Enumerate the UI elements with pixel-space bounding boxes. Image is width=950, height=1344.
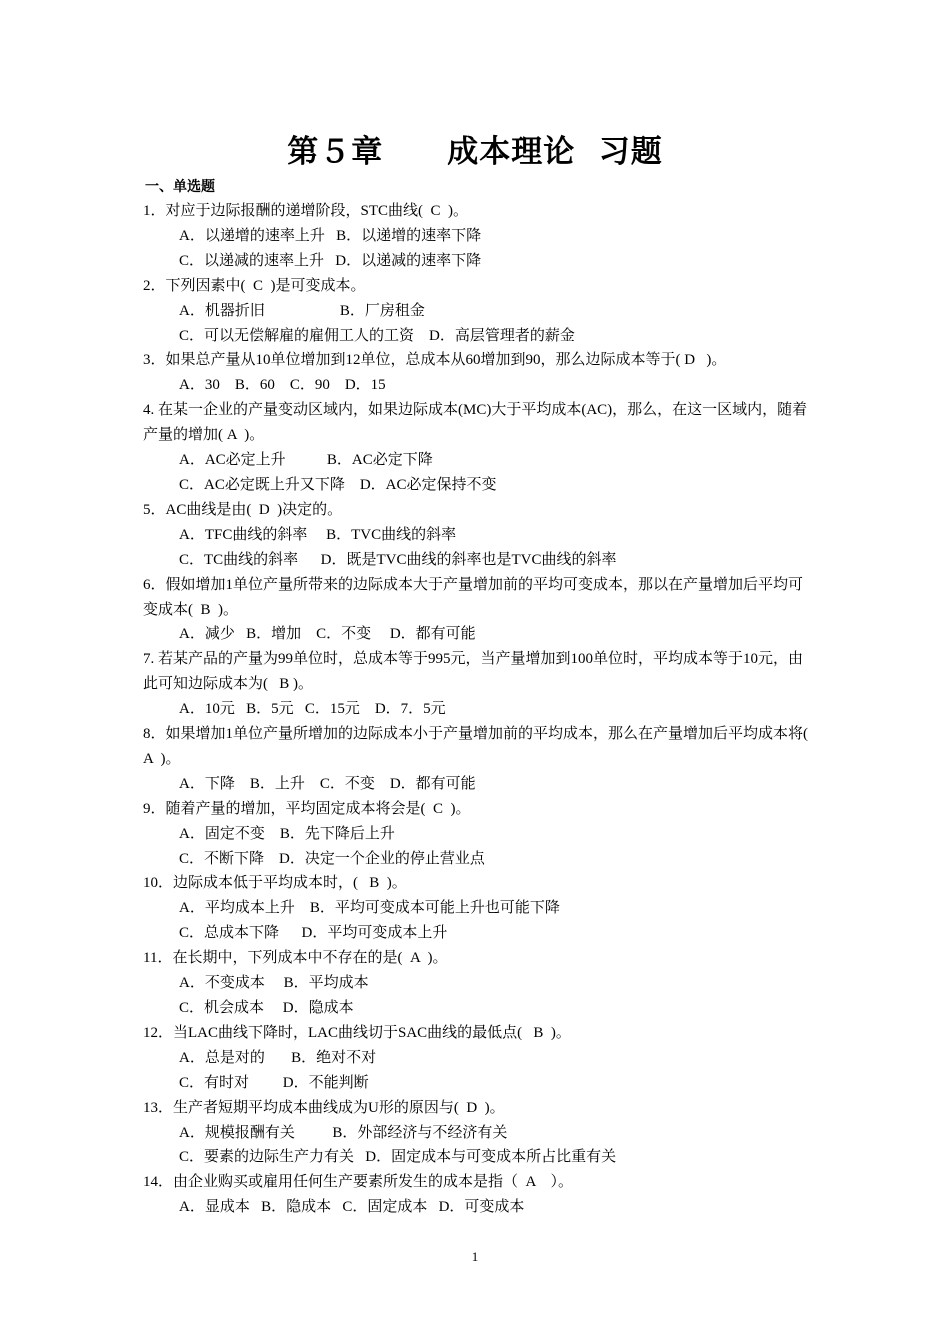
answer-options-line: A．30 B．60 C．90 D．15 <box>179 377 386 394</box>
question-stem: 13．生产者短期平均成本曲线成为U形的原因与( D )。 <box>143 1099 505 1116</box>
question-item <box>143 797 813 872</box>
answer-options-line: A．总是对的 B．绝对不对 <box>179 1049 377 1066</box>
answer-options-line: A．减少 B．增加 C．不变 D．都有可能 <box>179 626 476 643</box>
question-item <box>143 1170 813 1220</box>
question-item <box>143 398 813 498</box>
answer-options-line: A．以递增的速率上升 B．以递增的速率下降 <box>179 227 482 244</box>
question-item <box>143 498 813 573</box>
answer-options-line: C．总成本下降 D．平均可变成本上升 <box>179 925 448 942</box>
answer-options-line: C．AC必定既上升又下降 D．AC必定保持不变 <box>179 476 497 493</box>
question-stem: 2．下列因素中( C )是可变成本。 <box>143 277 366 294</box>
question-stem: 14．由企业购买或雇用任何生产要素所发生的成本是指（ A ）。 <box>143 1174 574 1191</box>
question-stem: 6．假如增加1单位产量所带来的边际成本大于产量增加前的平均可变成本，那以在产量增加后平均可变成本( B )。 <box>143 576 804 618</box>
question-stem: 11．在长期中，下列成本中不存在的是( A )。 <box>143 950 448 967</box>
answer-options-line: A．机器折旧 B．厂房租金 <box>179 302 425 319</box>
answer-options-line: A．下降 B．上升 C．不变 D．都有可能 <box>179 775 476 792</box>
question-stem: 8．如果增加1单位产量所增加的边际成本小于产量增加前的平均成本，那么在产量增加后平均成本将( A )。 <box>143 726 816 767</box>
question-item <box>143 1021 813 1096</box>
question-item <box>143 274 813 349</box>
answer-options-line: A．AC必定上升 B．AC必定下降 <box>179 452 433 469</box>
answer-options-line: C．以递减的速率上升 D．以递减的速率下降 <box>179 252 482 269</box>
question-stem: 4. 在某一企业的产量变动区域内，如果边际成本(MC)大于平均成本(AC)，那么，在这一区域内，随着产量的增加( A )。 <box>143 402 808 444</box>
question-item <box>143 946 813 1021</box>
question-item <box>143 573 813 648</box>
question-stem: 5．AC曲线是由( D )决定的。 <box>143 501 343 518</box>
answer-options-line: C．有时对 D．不能判断 <box>179 1074 369 1091</box>
section-heading: 一、单选题 <box>145 179 215 195</box>
question-stem: 7. 若某产品的产量为99单位时，总成本等于995元，当产量增加到100单位时，平均成本等于10元，由此可知边际成本为( B )。 <box>143 651 804 693</box>
question-item <box>143 722 816 797</box>
question-item <box>143 199 813 274</box>
answer-options-line: A．TFC曲线的斜率 B．TVC曲线的斜率 <box>179 526 457 543</box>
answer-options-line: A．不变成本 B．平均成本 <box>179 975 369 992</box>
question-stem: 3．如果总产量从10单位增加到12单位，总成本从60增加到90，那么边际成本等于( D )。 <box>143 352 727 369</box>
question-stem: 1．对应于边际报酬的递增阶段，STC曲线( C )。 <box>143 203 469 219</box>
answer-options-line: A．规模报酬有关 B．外部经济与不经济有关 <box>179 1124 508 1141</box>
answer-options-line: A．显成本 B．隐成本 C．固定成本 D．可变成本 <box>179 1199 525 1216</box>
answer-options-line: A．10元 B．5元 C．15元 D．7．5元 <box>179 701 446 718</box>
question-stem: 9．随着产量的增加，平均固定成本将会是( C )。 <box>143 800 471 817</box>
answer-options-line: C．不断下降 D．决定一个企业的停止营业点 <box>179 850 485 867</box>
document-title: 第５章 成本理论 习题 <box>287 134 663 170</box>
answer-options-line: C．要素的边际生产力有关 D．固定成本与可变成本所占比重有关 <box>179 1149 617 1166</box>
question-stem: 12．当LAC曲线下降时，LAC曲线切于SAC曲线的最低点( B )。 <box>143 1024 571 1041</box>
answer-options-line: C．可以无偿解雇的雇佣工人的工资 D．高层管理者的薪金 <box>179 327 575 344</box>
question-item <box>143 348 813 398</box>
question-item <box>143 871 813 946</box>
question-item <box>143 1096 813 1171</box>
answer-options-line: C．机会成本 D．隐成本 <box>179 1000 354 1016</box>
answer-options-line: C．TC曲线的斜率 D．既是TVC曲线的斜率也是TVC曲线的斜率 <box>179 551 617 568</box>
answer-options-line: A．平均成本上升 B．平均可变成本可能上升也可能下降 <box>179 900 560 917</box>
question-item <box>143 647 813 722</box>
page-number: 1 <box>471 1249 479 1264</box>
answer-options-line: A．固定不变 B．先下降后上升 <box>179 825 395 842</box>
question-list <box>143 199 816 1220</box>
question-stem: 10．边际成本低于平均成本时，( B )。 <box>143 875 407 892</box>
